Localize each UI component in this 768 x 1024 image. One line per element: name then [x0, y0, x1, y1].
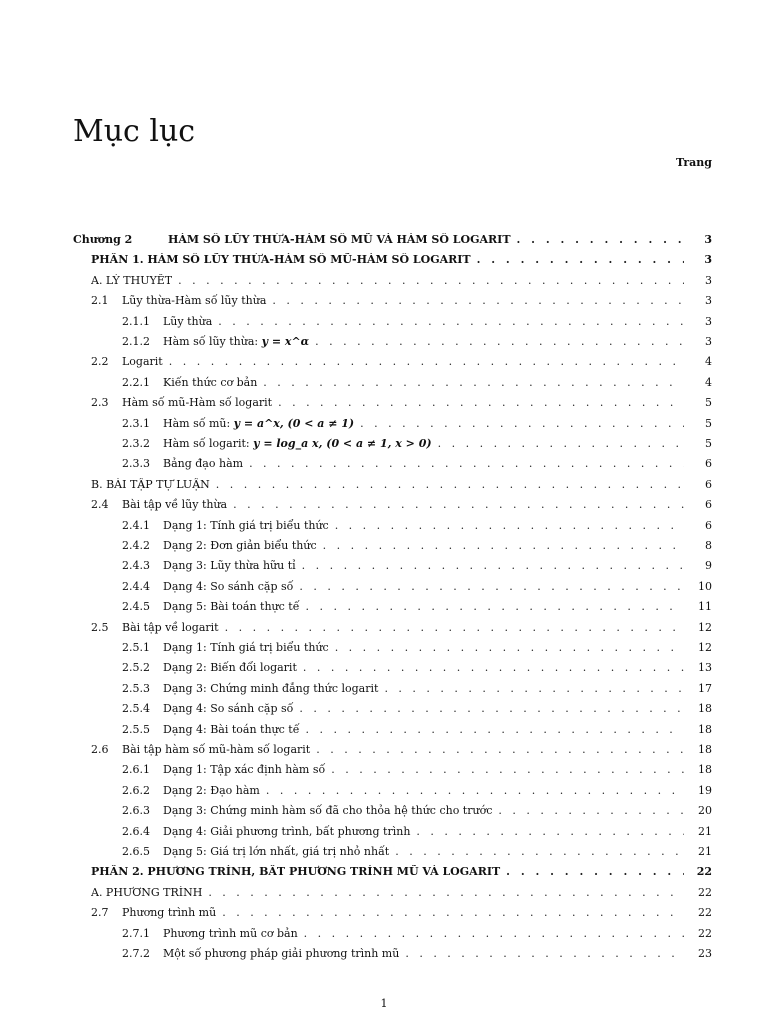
toc-entry-title [163, 519, 329, 532]
toc-leader-dots [169, 355, 684, 368]
toc-entry-title [122, 621, 219, 634]
toc-entry[interactable] [122, 437, 712, 457]
toc-leader-dots [405, 947, 684, 960]
toc-entry-page: 18 [698, 763, 712, 777]
toc-entry-title [122, 743, 310, 756]
toc-entry-title [122, 355, 163, 368]
toc-leader-dots [278, 396, 684, 409]
toc-entry-page: 3 [705, 314, 712, 328]
toc-entry[interactable] [122, 947, 712, 967]
toc-entry[interactable] [122, 763, 712, 783]
toc-entry-title-text: Phương trình mũ [122, 906, 217, 920]
toc-leader-dots [222, 906, 684, 919]
toc-entry[interactable] [122, 641, 712, 661]
toc-entry-number: 2.3 [91, 396, 109, 410]
toc-entry-page: 6 [705, 477, 712, 491]
toc-entry-title [163, 784, 260, 797]
toc-entry[interactable] [91, 478, 712, 498]
toc-entry[interactable] [91, 355, 712, 375]
toc-entry[interactable] [91, 621, 712, 641]
toc-entry-title-text: HÀM SỐ LŨY THỪA-HÀM SỐ MŨ VÀ HÀM SỐ LOGARIT [168, 233, 511, 246]
toc-entry-number: 2.7.2 [122, 947, 150, 960]
toc-entry-title [163, 661, 297, 674]
toc-entry[interactable] [122, 376, 712, 396]
toc-entry-number: 2.5.3 [122, 681, 150, 695]
toc-entry-title-text: Dạng 4: Bài toán thực tế [163, 722, 300, 736]
toc-leader-dots [272, 294, 684, 307]
toc-entry-page: 22 [698, 906, 712, 920]
toc-entry-title [168, 233, 511, 246]
toc-leader-dots [218, 315, 684, 328]
toc-entry-page: 20 [698, 804, 712, 818]
toc-entry-title [163, 580, 293, 593]
toc-entry-title [163, 641, 329, 654]
toc-entry-title-text: A. PHƯƠNG TRÌNH [91, 885, 203, 899]
toc-entry-page: 12 [698, 641, 712, 654]
toc-entry-title-text: Dạng 4: So sánh cặp số [163, 579, 294, 593]
toc-entry-number: 2.4.5 [122, 600, 150, 614]
toc-entry-title [163, 437, 432, 450]
toc-entry-number: 2.1.2 [122, 335, 150, 348]
toc-entry-number: 2.3.2 [122, 437, 150, 450]
toc-entry-title-text: PHẦN 2. PHƯƠNG TRÌNH, BẤT PHƯƠNG TRÌNH MŨ VÀ LOGARIT [91, 865, 501, 879]
toc-entry-title-text: Phương trình mũ cơ bản [163, 926, 298, 940]
toc-entry-number: 2.5.1 [122, 641, 150, 654]
toc-entry-number: 2.7.1 [122, 926, 150, 940]
toc-entry-title [163, 927, 298, 940]
toc-entry-title [163, 600, 299, 613]
toc-leader-dots [263, 376, 684, 389]
toc-leader-dots [438, 437, 684, 450]
toc-entry[interactable] [91, 865, 712, 885]
toc-entry-page: 18 [698, 702, 712, 716]
toc-entry-title [163, 682, 378, 695]
toc-entry-page: 21 [698, 845, 712, 858]
toc-entry-page: 21 [698, 824, 712, 838]
toc-entry-page: 12 [698, 620, 712, 634]
toc-entry-title-text: Dạng 1: Tính giá trị biểu thức [163, 641, 329, 654]
toc-entry[interactable] [122, 580, 712, 600]
toc-entry-title [163, 315, 212, 328]
toc-entry[interactable] [122, 723, 712, 743]
toc-entry-number: 2.1 [91, 294, 109, 308]
toc-entry[interactable] [73, 233, 712, 253]
toc-entry[interactable] [122, 661, 712, 681]
toc-entry-title-text: Dạng 1: Tính giá trị biểu thức [163, 518, 329, 532]
toc-entry[interactable] [122, 804, 712, 824]
toc-leader-dots [517, 233, 684, 246]
toc-leader-dots [384, 682, 684, 695]
toc-entry-title [163, 825, 410, 838]
page-title: Mục lục [73, 114, 196, 149]
toc-entry-page: 6 [705, 457, 712, 471]
toc-entry-page: 3 [705, 335, 712, 348]
toc-entry-number: 2.5.4 [122, 702, 150, 716]
toc-entry-title-text: Dạng 5: Bài toán thực tế [163, 600, 300, 614]
toc-entry-page: 5 [705, 396, 712, 410]
toc-entry-number: 2.3.3 [122, 457, 150, 471]
toc-entry-page: 13 [698, 661, 712, 675]
toc-entry[interactable] [122, 600, 712, 620]
toc-entry[interactable] [122, 539, 712, 559]
toc-entry-title-text: Dạng 3: Chứng minh hàm số đã cho thỏa hệ thức cho trước [163, 804, 493, 818]
toc-entry-title [122, 294, 266, 307]
toc-entry[interactable] [91, 253, 712, 273]
toc-leader-dots [316, 743, 684, 756]
toc-entry-title [163, 417, 354, 430]
toc-leader-dots [335, 641, 684, 654]
toc-entry-title-text: B. BÀI TẬP TỰ LUẬN [91, 477, 210, 491]
toc-entry-title-text: Bài tập về logarit [122, 620, 219, 634]
toc-entry-title [122, 906, 216, 919]
toc-leader-dots [416, 825, 684, 838]
toc-entry-title [163, 804, 492, 817]
toc-entry-title [91, 253, 471, 266]
toc-entry-title-text: Bài tập hàm số mũ-hàm số logarit [122, 743, 311, 756]
toc-entry-number: 2.5.2 [122, 661, 150, 675]
toc-entry-page: 3 [705, 294, 712, 308]
toc-entry-formula: y = a^x, (0 < a ≠ 1) [233, 416, 355, 430]
toc-entry-number: 2.6 [91, 743, 109, 756]
toc-entry-title-text: Kiến thức cơ bản [163, 375, 258, 389]
toc-leader-dots [323, 539, 684, 552]
toc-entry-page: 3 [704, 233, 712, 246]
toc-entry[interactable] [122, 335, 712, 355]
toc-entry-page: 3 [705, 273, 712, 287]
toc-leader-dots [178, 274, 684, 287]
toc-entry-title [91, 886, 202, 899]
toc-entry-number: 2.6.1 [122, 763, 150, 777]
toc-entry-page: 22 [698, 926, 712, 940]
toc-entry-title [122, 498, 227, 511]
toc-entry-page: 6 [705, 518, 712, 532]
toc-leader-dots [299, 580, 684, 593]
toc-entry-title [122, 396, 272, 409]
toc-entry-number: 2.5.5 [122, 722, 150, 736]
toc-entry-number: 2.4.4 [122, 579, 150, 593]
toc-entry-page: 9 [705, 559, 712, 573]
toc-entry[interactable] [122, 682, 712, 702]
toc-entry[interactable] [91, 396, 712, 416]
toc-entry-page: 6 [705, 498, 712, 512]
toc-leader-dots [303, 661, 684, 674]
toc-entry-title [163, 763, 325, 776]
toc-leader-dots [315, 335, 684, 348]
toc-entry[interactable] [91, 274, 712, 294]
toc-leader-dots [249, 457, 684, 470]
toc-entry-title-text: Dạng 4: So sánh cặp số [163, 702, 294, 716]
toc-leader-dots [335, 519, 684, 532]
toc-entry-number: 2.6.3 [122, 804, 150, 818]
toc-entry-page: 22 [696, 865, 712, 879]
toc-leader-dots [498, 804, 684, 817]
toc-entry-title-text: Hàm số mũ: [163, 416, 234, 430]
toc-leader-dots [305, 723, 684, 736]
toc-entry-title-text: Một số phương pháp giải phương trình mũ [163, 947, 400, 960]
toc-entry[interactable] [122, 845, 712, 865]
toc-leader-dots [506, 865, 684, 878]
toc-entry[interactable] [122, 519, 712, 539]
toc-entry-title-text: Dạng 4: Giải phương trình, bất phương trình [163, 824, 411, 838]
toc-entry-title [91, 274, 172, 287]
toc-entry[interactable] [122, 559, 712, 579]
toc-entry[interactable] [91, 886, 712, 906]
toc-entry-page: 5 [705, 416, 712, 430]
toc-leader-dots [395, 845, 684, 858]
toc-entry-page: 22 [698, 885, 712, 899]
toc-entry-title-text: Hàm số lũy thừa: [163, 335, 262, 348]
toc-leader-dots [360, 417, 684, 430]
toc-entry-title-text: Lũy thừa-Hàm số lũy thừa [122, 294, 267, 308]
toc-entry-title-text: Bảng đạo hàm [163, 457, 244, 471]
toc-entry-title-text: PHẦN 1. HÀM SỐ LŨY THỪA-HÀM SỐ MŨ-HÀM SỐ LOGARIT [91, 253, 471, 267]
toc-entry-title [91, 865, 500, 878]
toc-entry-title-text: Dạng 3: Lũy thừa hữu tỉ [163, 559, 296, 573]
toc-leader-dots [233, 498, 684, 511]
toc-entry-page: 17 [698, 681, 712, 695]
footer-page-number: 1 [380, 997, 388, 1010]
toc-entry-formula: y = log_a x, (0 < a ≠ 1, x > 0) [253, 437, 432, 450]
toc-entry[interactable] [91, 743, 712, 763]
toc-entry-title [163, 845, 389, 858]
toc-entry-title [163, 702, 293, 715]
toc-entry-page: 18 [698, 743, 712, 756]
toc-entry-title [163, 947, 399, 960]
toc-entry-number: 2.1.1 [122, 314, 150, 328]
toc-entry-title-text: Bài tập về lũy thừa [122, 498, 228, 512]
toc-entry[interactable] [122, 927, 712, 947]
toc-entry-page: 4 [705, 375, 712, 389]
toc-entry-page: 3 [704, 253, 712, 267]
page-column-label: Trang [676, 156, 712, 169]
toc-entry-number: 2.4.2 [122, 539, 150, 552]
toc-leader-dots [266, 784, 684, 797]
toc-entry-title-text: Hàm số mũ-Hàm số logarit [122, 396, 273, 410]
toc-entry-page: 5 [705, 437, 712, 450]
toc-leader-dots [225, 621, 684, 634]
toc-entry-formula: y = x^α [261, 335, 310, 348]
toc-entry-title [163, 376, 257, 389]
toc-entry-title [163, 723, 299, 736]
toc-leader-dots [331, 763, 684, 776]
toc-entry[interactable] [91, 294, 712, 314]
toc-entry[interactable] [122, 417, 712, 437]
toc-entry-title-text: Dạng 1: Tập xác định hàm số [163, 763, 326, 777]
toc-entry-page: 10 [698, 579, 712, 593]
toc-entry-title-text: Lũy thừa [163, 314, 213, 328]
toc-entry[interactable] [122, 825, 712, 845]
toc-entry-title [163, 539, 317, 552]
toc-entry[interactable] [122, 315, 712, 335]
toc-entry-page: 8 [705, 539, 712, 552]
toc-leader-dots [299, 702, 684, 715]
toc-entry-title-text: Dạng 2: Đơn giản biểu thức [163, 539, 317, 552]
toc-entry-page: 23 [698, 947, 712, 960]
toc-entry-number: 2.4.3 [122, 559, 150, 573]
toc-entry[interactable] [91, 906, 712, 926]
toc-entry[interactable] [122, 457, 712, 477]
toc-entry-title [163, 559, 296, 572]
toc-entry-title-text: Logarit [122, 355, 163, 369]
toc-entry-title-text: Dạng 2: Đạo hàm [163, 783, 260, 797]
toc-entry-title [91, 478, 210, 491]
toc-entry-number: 2.4 [91, 498, 109, 512]
toc-entry-number: 2.2 [91, 355, 109, 369]
toc-entry[interactable] [122, 702, 712, 722]
toc-entry-page: 4 [705, 355, 712, 369]
toc-entry[interactable] [122, 784, 712, 804]
toc-leader-dots [208, 886, 684, 899]
toc-entry[interactable] [91, 498, 712, 518]
toc-entry-number: 2.6.2 [122, 783, 150, 797]
toc-entry-title-text: Dạng 5: Giá trị lớn nhất, giá trị nhỏ nhất [163, 845, 390, 858]
toc-entry-title-text: Dạng 3: Chứng minh đẳng thức logarit [163, 681, 379, 695]
toc-entry-number: 2.6.4 [122, 824, 150, 838]
toc-entry-page: 18 [698, 722, 712, 736]
toc-entry-title [163, 457, 243, 470]
toc-leader-dots [302, 559, 684, 572]
toc-entry-number: 2.3.1 [122, 416, 150, 430]
toc-entry-number: 2.5 [91, 620, 109, 634]
toc-entry-title [163, 335, 309, 348]
toc-entry-title-text: A. LÝ THUYẾT [91, 273, 173, 287]
toc-entry-title-text: Dạng 2: Biến đổi logarit [163, 661, 297, 675]
toc-leader-dots [216, 478, 684, 491]
toc-entry-page: 11 [698, 600, 712, 614]
toc-entry-number: 2.2.1 [122, 375, 150, 389]
toc-entry-number: 2.7 [91, 906, 109, 920]
toc-leader-dots [304, 927, 684, 940]
toc-entry-number: 2.4.1 [122, 518, 150, 532]
toc-entry-number: Chương 2 [73, 233, 133, 246]
toc-leader-dots [305, 600, 684, 613]
toc-entry-number: 2.6.5 [122, 845, 150, 858]
toc-entry-title-text: Hàm số logarit: [163, 437, 254, 450]
toc-leader-dots [477, 253, 684, 266]
toc-entry-page: 19 [698, 783, 712, 797]
